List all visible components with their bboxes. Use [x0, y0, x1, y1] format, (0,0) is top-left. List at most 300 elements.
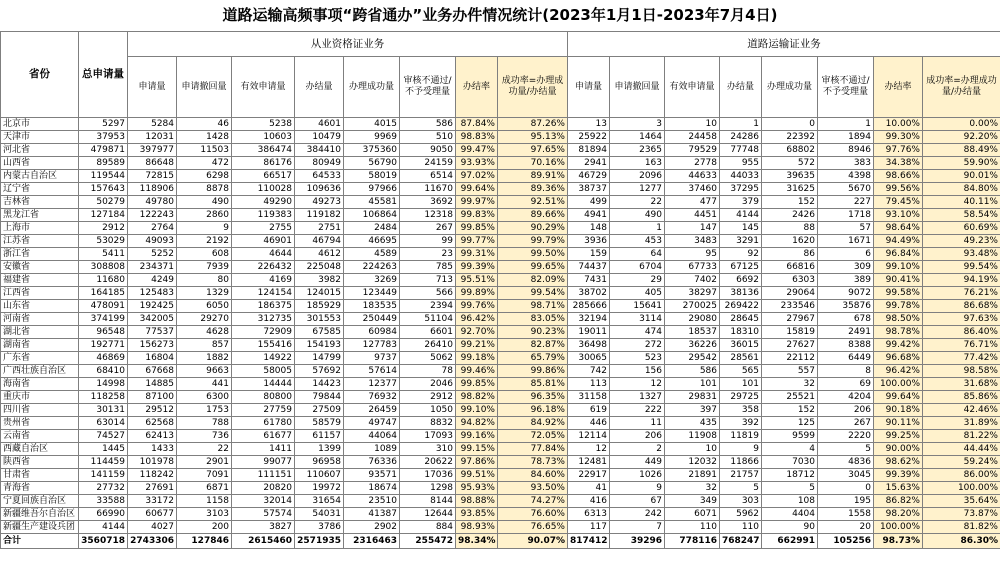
table-cell: 9663	[177, 365, 232, 378]
table-cell: 12031	[128, 131, 177, 144]
table-cell: 1277	[610, 183, 665, 196]
table-cell: 4628	[177, 326, 232, 339]
table-cell: 124154	[232, 287, 295, 300]
table-row	[1, 235, 1000, 248]
table-cell: 22	[177, 443, 232, 456]
table-cell: 67668	[128, 365, 177, 378]
table-cell: 117	[568, 521, 610, 534]
table-cell: 26410	[400, 339, 456, 352]
table-cell: 84.60%	[498, 469, 568, 482]
table-cell: 8832	[400, 417, 456, 430]
table-cell: 32194	[568, 313, 610, 326]
province-cell: 青海省	[1, 482, 79, 495]
table-cell: 97.65%	[498, 144, 568, 157]
table-cell: 98.50%	[874, 313, 923, 326]
table-cell: 96548	[79, 326, 128, 339]
table-cell: 90.29%	[498, 222, 568, 235]
table-cell: 405	[610, 287, 665, 300]
table-row	[1, 209, 1000, 222]
table-cell: 20	[818, 521, 874, 534]
table-cell: 84.80%	[923, 183, 1000, 196]
table-cell: 60.69%	[923, 222, 1000, 235]
col-header: 有效申请量	[665, 57, 720, 118]
table-cell: 7939	[177, 261, 232, 274]
table-cell: 27509	[295, 404, 344, 417]
province-cell: 陕西省	[1, 456, 79, 469]
table-cell: 5411	[79, 248, 128, 261]
col-header: 办结率	[456, 57, 498, 118]
table-cell: 29725	[720, 391, 762, 404]
table-cell: 1050	[400, 404, 456, 417]
table-cell: 32	[762, 378, 818, 391]
table-cell: 1411	[232, 443, 295, 456]
table-cell: 206	[610, 430, 665, 443]
table-cell: 1298	[400, 482, 456, 495]
table-cell: 57	[818, 222, 874, 235]
table-cell: 2484	[344, 222, 400, 235]
table-cell: 4249	[128, 274, 177, 287]
table-cell: 379	[720, 196, 762, 209]
table-cell: 66990	[79, 508, 128, 521]
table-cell: 49290	[232, 196, 295, 209]
table-cell: 1894	[818, 131, 874, 144]
table-cell: 98.34%	[456, 534, 498, 549]
col-header: 有效申请量	[232, 57, 295, 118]
table-cell: 30065	[568, 352, 610, 365]
table-row	[1, 430, 1000, 443]
table-cell: 100.00%	[923, 482, 1000, 495]
table-cell: 586	[665, 365, 720, 378]
table-cell: 6313	[568, 508, 610, 521]
table-cell: 270025	[665, 300, 720, 313]
table-cell: 2778	[665, 157, 720, 170]
table-cell: 2046	[400, 378, 456, 391]
table-cell: 38297	[665, 287, 720, 300]
table-cell: 99077	[232, 456, 295, 469]
table-cell: 2491	[818, 326, 874, 339]
province-cell: 浙江省	[1, 248, 79, 261]
table-cell: 86.82%	[874, 495, 923, 508]
province-cell: 山西省	[1, 157, 79, 170]
table-cell: 446	[568, 417, 610, 430]
table-cell: 303	[720, 495, 762, 508]
table-cell: 3103	[177, 508, 232, 521]
table-cell: 93.50%	[498, 482, 568, 495]
table-cell: 662991	[762, 534, 818, 549]
table-cell: 106864	[344, 209, 400, 222]
table-cell: 8	[818, 365, 874, 378]
table-cell: 18310	[720, 326, 762, 339]
table-cell: 200	[177, 521, 232, 534]
table-cell: 88	[762, 222, 818, 235]
table-cell: 4015	[344, 118, 400, 131]
table-cell: 3936	[568, 235, 610, 248]
table-cell: 4027	[128, 521, 177, 534]
table-cell: 85.86%	[923, 391, 1000, 404]
table-cell: 58.54%	[923, 209, 1000, 222]
col-header: 申请撤回量	[610, 57, 665, 118]
table-cell: 152	[762, 196, 818, 209]
table-cell: 60984	[344, 326, 400, 339]
table-cell: 3	[610, 118, 665, 131]
table-cell: 99.77%	[456, 235, 498, 248]
table-cell: 9599	[762, 430, 818, 443]
table-cell: 23510	[344, 495, 400, 508]
table-cell: 5062	[400, 352, 456, 365]
province-cell: 新疆生产建设兵团	[1, 521, 79, 534]
table-cell: 58019	[344, 170, 400, 183]
table-cell: 192425	[128, 300, 177, 313]
table-cell: 90.00%	[874, 443, 923, 456]
table-cell: 67585	[295, 326, 344, 339]
table-cell: 6071	[665, 508, 720, 521]
table-cell: 77.84%	[498, 443, 568, 456]
table-cell: 110028	[232, 183, 295, 196]
table-cell: 90.01%	[923, 170, 1000, 183]
table-cell: 93.10%	[874, 209, 923, 222]
table-cell: 72909	[232, 326, 295, 339]
table-cell: 46794	[295, 235, 344, 248]
table-cell: 785	[400, 261, 456, 274]
table-cell: 6692	[720, 274, 762, 287]
table-cell: 227	[818, 196, 874, 209]
table-cell: 27967	[762, 313, 818, 326]
table-cell: 50279	[79, 196, 128, 209]
table-cell: 5252	[128, 248, 177, 261]
table-cell: 183535	[344, 300, 400, 313]
table-cell: 374199	[79, 313, 128, 326]
table-cell: 21891	[665, 469, 720, 482]
table-cell: 1433	[128, 443, 177, 456]
table-cell: 342005	[128, 313, 177, 326]
table-cell: 742	[568, 365, 610, 378]
table-cell: 67125	[720, 261, 762, 274]
table-cell: 4144	[79, 521, 128, 534]
table-cell: 479871	[79, 144, 128, 157]
table-cell: 31.89%	[923, 417, 1000, 430]
table-cell: 38737	[568, 183, 610, 196]
table-cell: 87.26%	[498, 118, 568, 131]
table-cell: 62568	[128, 417, 177, 430]
table-cell: 60677	[128, 508, 177, 521]
table-cell: 163	[610, 157, 665, 170]
table-cell: 2901	[177, 456, 232, 469]
table-cell: 8878	[177, 183, 232, 196]
table-row	[1, 495, 1000, 508]
table-cell: 0.00%	[923, 118, 1000, 131]
table-cell: 478091	[79, 300, 128, 313]
table-cell: 29512	[128, 404, 177, 417]
table-cell: 99.79%	[498, 235, 568, 248]
table-row	[1, 391, 1000, 404]
table-cell: 30131	[79, 404, 128, 417]
table-cell: 96.18%	[498, 404, 568, 417]
table-row	[1, 131, 1000, 144]
table-cell: 92	[720, 248, 762, 261]
table-cell: 97.86%	[456, 456, 498, 469]
table-cell: 127846	[177, 534, 232, 549]
table-cell: 37953	[79, 131, 128, 144]
table-cell: 192771	[79, 339, 128, 352]
table-cell: 2941	[568, 157, 610, 170]
province-cell: 北京市	[1, 118, 79, 131]
table-cell: 397	[665, 404, 720, 417]
table-cell: 713	[400, 274, 456, 287]
table-cell: 96.84%	[874, 248, 923, 261]
table-cell: 93.93%	[456, 157, 498, 170]
table-cell: 93.85%	[456, 508, 498, 521]
table-cell: 77748	[720, 144, 762, 157]
province-cell: 海南省	[1, 378, 79, 391]
table-cell: 59.24%	[923, 456, 1000, 469]
table-cell: 267	[818, 417, 874, 430]
table-cell: 1445	[79, 443, 128, 456]
table-cell: 99.46%	[456, 365, 498, 378]
table-cell: 156	[610, 365, 665, 378]
table-cell: 5284	[128, 118, 177, 131]
table-cell: 15641	[610, 300, 665, 313]
table-cell: 90	[762, 521, 818, 534]
table-cell: 224263	[344, 261, 400, 274]
table-cell: 8144	[400, 495, 456, 508]
table-cell: 67733	[665, 261, 720, 274]
table-cell: 206	[818, 404, 874, 417]
table-row	[1, 404, 1000, 417]
table-cell: 118242	[128, 469, 177, 482]
table-cell: 11819	[720, 430, 762, 443]
col-header: 办理成功量	[344, 57, 400, 118]
table-row	[1, 196, 1000, 209]
table-cell: 510	[400, 131, 456, 144]
table-cell: 389	[818, 274, 874, 287]
table-cell: 95.93%	[456, 482, 498, 495]
table-cell: 34.38%	[874, 157, 923, 170]
table-cell: 46869	[79, 352, 128, 365]
table-cell: 449	[610, 456, 665, 469]
table-row	[1, 352, 1000, 365]
table-cell: 99.10%	[874, 261, 923, 274]
table-cell: 76.60%	[498, 508, 568, 521]
table-cell: 12318	[400, 209, 456, 222]
table-cell: 18674	[344, 482, 400, 495]
table-cell: 523	[610, 352, 665, 365]
table-cell: 99.47%	[456, 144, 498, 157]
table-cell: 857	[177, 339, 232, 352]
table-row	[1, 248, 1000, 261]
table-cell: 3269	[344, 274, 400, 287]
table-cell: 2860	[177, 209, 232, 222]
table-cell: 15819	[762, 326, 818, 339]
table-cell: 29270	[177, 313, 232, 326]
table-cell: 82.09%	[498, 274, 568, 287]
table-cell: 1718	[818, 209, 874, 222]
table-cell: 41387	[344, 508, 400, 521]
table-cell: 392	[720, 417, 762, 430]
table-row	[1, 183, 1000, 196]
table-cell: 86	[762, 248, 818, 261]
table-row	[1, 118, 1000, 131]
table-cell: 12114	[568, 430, 610, 443]
table-cell: 109636	[295, 183, 344, 196]
province-cell: 贵州省	[1, 417, 79, 430]
province-cell: 江苏省	[1, 235, 79, 248]
table-cell: 125483	[128, 287, 177, 300]
table-cell: 99.64%	[874, 391, 923, 404]
table-cell: 24159	[400, 157, 456, 170]
table-cell: 94.49%	[874, 235, 923, 248]
table-cell: 99.25%	[874, 430, 923, 443]
table-cell: 54031	[295, 508, 344, 521]
table-cell: 66517	[232, 170, 295, 183]
table-cell: 12481	[568, 456, 610, 469]
table-cell: 99.85%	[456, 378, 498, 391]
province-cell: 吉林省	[1, 196, 79, 209]
table-cell: 1	[818, 118, 874, 131]
table-cell: 12377	[344, 378, 400, 391]
table-cell: 119544	[79, 170, 128, 183]
table-cell: 83.05%	[498, 313, 568, 326]
table-cell: 416	[568, 495, 610, 508]
table-cell: 4836	[818, 456, 874, 469]
province-cell: 江西省	[1, 287, 79, 300]
table-cell: 124015	[295, 287, 344, 300]
table-cell: 453	[610, 235, 665, 248]
table-cell: 35876	[818, 300, 874, 313]
table-cell: 37295	[720, 183, 762, 196]
table-row	[1, 170, 1000, 183]
table-cell: 99.16%	[456, 430, 498, 443]
table-cell: 4204	[818, 391, 874, 404]
table-cell: 36498	[568, 339, 610, 352]
col-header: 申请量	[568, 57, 610, 118]
province-cell: 宁夏回族自治区	[1, 495, 79, 508]
table-cell: 99.89%	[456, 287, 498, 300]
table-cell: 118258	[79, 391, 128, 404]
table-cell: 152	[762, 404, 818, 417]
table-cell: 90.11%	[874, 417, 923, 430]
table-cell: 99.39%	[456, 261, 498, 274]
table-cell: 6704	[610, 261, 665, 274]
table-cell: 95.13%	[498, 131, 568, 144]
table-cell: 97.76%	[874, 144, 923, 157]
table-cell: 27759	[232, 404, 295, 417]
table-cell: 49093	[128, 235, 177, 248]
table-cell: 586	[400, 118, 456, 131]
table-cell: 27732	[79, 482, 128, 495]
table-cell: 2912	[400, 391, 456, 404]
table-cell: 226432	[232, 261, 295, 274]
table-cell: 110607	[295, 469, 344, 482]
table-row	[1, 482, 1000, 495]
table-cell: 2394	[400, 300, 456, 313]
table-cell: 7	[610, 521, 665, 534]
col-header: 申请撤回量	[177, 57, 232, 118]
table-cell: 76.71%	[923, 339, 1000, 352]
table-cell: 490	[177, 196, 232, 209]
table-cell: 41	[568, 482, 610, 495]
table-cell: 12	[568, 443, 610, 456]
table-cell: 79529	[665, 144, 720, 157]
table-cell: 99.86%	[498, 365, 568, 378]
table-cell: 1428	[177, 131, 232, 144]
table-cell: 49273	[295, 196, 344, 209]
table-cell: 477	[665, 196, 720, 209]
table-cell: 269422	[720, 300, 762, 313]
table-cell: 195	[818, 495, 874, 508]
table-cell: 46729	[568, 170, 610, 183]
table-cell: 99.85%	[456, 222, 498, 235]
table-row	[1, 300, 1000, 313]
table-cell: 5962	[720, 508, 762, 521]
table-cell: 89589	[79, 157, 128, 170]
table-row	[1, 261, 1000, 274]
col-header: 办结量	[720, 57, 762, 118]
table-cell: 10	[665, 443, 720, 456]
table-cell: 65.79%	[498, 352, 568, 365]
table-cell: 93571	[344, 469, 400, 482]
table-cell: 2220	[818, 430, 874, 443]
table-cell: 4644	[232, 248, 295, 261]
table-cell: 2316463	[344, 534, 400, 549]
table-cell: 87100	[128, 391, 177, 404]
table-cell: 99.78%	[874, 300, 923, 313]
table-cell: 99.54%	[498, 287, 568, 300]
table-cell: 89.91%	[498, 170, 568, 183]
table-cell: 99.51%	[456, 469, 498, 482]
table-cell: 27691	[128, 482, 177, 495]
col-header: 办结量	[295, 57, 344, 118]
table-cell: 22917	[568, 469, 610, 482]
table-cell: 435	[665, 417, 720, 430]
province-cell: 重庆市	[1, 391, 79, 404]
table-cell: 2365	[610, 144, 665, 157]
table-cell: 96.35%	[498, 391, 568, 404]
table-cell: 40.11%	[923, 196, 1000, 209]
table-cell: 1671	[818, 235, 874, 248]
table-cell: 3786	[295, 521, 344, 534]
table-cell: 101	[665, 378, 720, 391]
table-cell: 95.51%	[456, 274, 498, 287]
table-cell: 87.84%	[456, 118, 498, 131]
table-cell: 817412	[568, 534, 610, 549]
table-row	[1, 287, 1000, 300]
table-cell: 5	[720, 482, 762, 495]
table-cell: 490	[610, 209, 665, 222]
table-cell: 44064	[344, 430, 400, 443]
table-cell: 92.51%	[498, 196, 568, 209]
table-cell: 29080	[665, 313, 720, 326]
table-cell: 11	[610, 417, 665, 430]
table-cell: 10479	[295, 131, 344, 144]
table-cell: 6050	[177, 300, 232, 313]
table-cell: 44033	[720, 170, 762, 183]
table-cell: 272	[610, 339, 665, 352]
table-cell: 301553	[295, 313, 344, 326]
table-cell: 31.68%	[923, 378, 1000, 391]
table-cell: 19972	[295, 482, 344, 495]
table-cell: 18712	[762, 469, 818, 482]
table-cell: 77537	[128, 326, 177, 339]
table-header	[1, 32, 1000, 118]
table-row	[1, 339, 1000, 352]
total-row	[1, 534, 1000, 549]
table-cell: 61677	[232, 430, 295, 443]
table-cell: 98.71%	[498, 300, 568, 313]
table-cell: 93.48%	[923, 248, 1000, 261]
table-cell: 3827	[232, 521, 295, 534]
table-cell: 57574	[232, 508, 295, 521]
col-header: 审核不通过/不予受理量	[400, 57, 456, 118]
